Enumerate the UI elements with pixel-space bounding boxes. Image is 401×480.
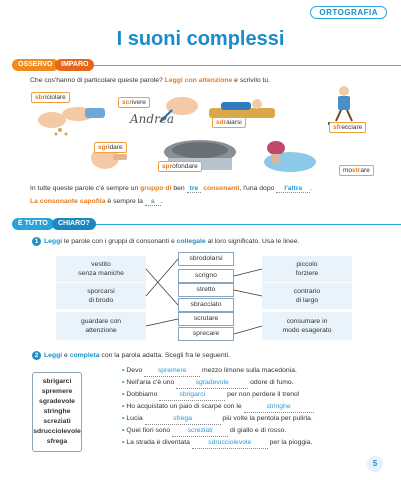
sentence-7: • La strada è diventata sdrucciolevole per la pioggia. — [122, 438, 312, 449]
observe-pill: OSSERVO — [12, 59, 59, 71]
sentence-4: • Ho acquistato un paio di scarpe con le stringhe — [122, 402, 314, 413]
word-choice: sgradevole — [39, 398, 75, 405]
clear-pill-1: È TUTTO — [12, 218, 54, 230]
observe-question: Che cos'hanno di particolare queste parole? Leggi con attenzione e scrivilo tu. — [30, 77, 271, 84]
word-mostrare: mostrare — [339, 165, 374, 176]
word-box-sbrodolarsi: sbrodolarsi — [178, 252, 234, 266]
word-box-scrigno: scrigno — [178, 269, 234, 283]
clear-pill-2: CHIARO? — [52, 218, 96, 230]
word-sfrecciare: sfrecciare — [329, 122, 366, 133]
sentence-3: • Dobbiamo sbrigarci per non perdere il treno! — [122, 390, 300, 401]
connector-vestito-sbracciato — [146, 269, 178, 305]
page-title: I suoni complessi — [116, 28, 285, 50]
connector-guardare-scrutare — [146, 319, 178, 326]
word-choice: screziati — [43, 418, 71, 425]
word-choice-list — [32, 372, 82, 452]
word-sdraiarsi: sdraiarsi — [212, 117, 246, 128]
rule-sentence-1: In tutte queste parole c'è sempre un gruppo di ben tre consonanti, l'una dopo l'altra . — [30, 185, 313, 192]
word-box-scrutare: scrutare — [178, 312, 234, 326]
word-choice: sfrega — [46, 438, 68, 445]
meaning-right-2: contrario di largo — [262, 283, 352, 309]
meaning-left-2: sporcarsi di brodo — [56, 283, 146, 309]
meaning-right-1: piccolo forziere — [262, 256, 352, 282]
learn-pill: IMPARO — [55, 59, 94, 71]
meaning-left-3: guardare con attenzione — [56, 312, 146, 340]
meaning-left-1: vestito senza maniche — [56, 256, 146, 282]
word-box-stretto: stretto — [178, 283, 234, 297]
word-sbriciolare: sbriciolare — [31, 92, 70, 103]
section-tag: ORTOGRAFIA — [310, 6, 387, 19]
page-number: 5 — [367, 456, 383, 472]
sentence-2: • Nell'aria c'è uno sgradevole odore di fumo. — [122, 378, 294, 389]
sentence-1: • Devo spremere mezzo limone sulla macedonia. — [122, 366, 297, 377]
word-choice: spremere — [41, 388, 73, 395]
word-choice: stringhe — [43, 408, 71, 415]
word-choice: sbrigarci — [42, 378, 72, 385]
connector-sprecare-consumare — [234, 326, 262, 334]
word-choice: sdrucciolevole — [33, 428, 81, 435]
task1-instructions: 1 Leggi le parole con i gruppi di consonanti e collegale al loro significato. Usa le linee. — [32, 237, 299, 246]
rule-sentence-2: La consonante capofila è sempre la s . — [30, 198, 163, 205]
connector-scrigno-forziere — [234, 269, 262, 276]
sentence-5: • Lucia sfrega più volte la pentola per pulirla. — [122, 414, 313, 425]
meaning-right-3: consumare in modo esagerato — [262, 312, 352, 340]
connector-stretto-largo — [234, 290, 262, 296]
word-sgridare: sgridare — [94, 142, 127, 153]
sentence-6: • Quei fiori sono screziati di giallo e di rosso. — [122, 426, 286, 437]
word-sprofondare: sprofondare — [158, 161, 202, 172]
word-scrivere: scrivere — [118, 97, 150, 108]
word-box-sprecare: sprecare — [178, 327, 234, 341]
handwriting-andrea: Andrea — [130, 112, 175, 126]
connector-sporcarsi-sbrodolarsi — [146, 259, 178, 296]
task2-instructions: 2 Leggi e completa con la parola adatta. Scegli fra le seguenti. — [32, 351, 230, 360]
word-box-sbracciato: sbracciato — [178, 298, 234, 312]
